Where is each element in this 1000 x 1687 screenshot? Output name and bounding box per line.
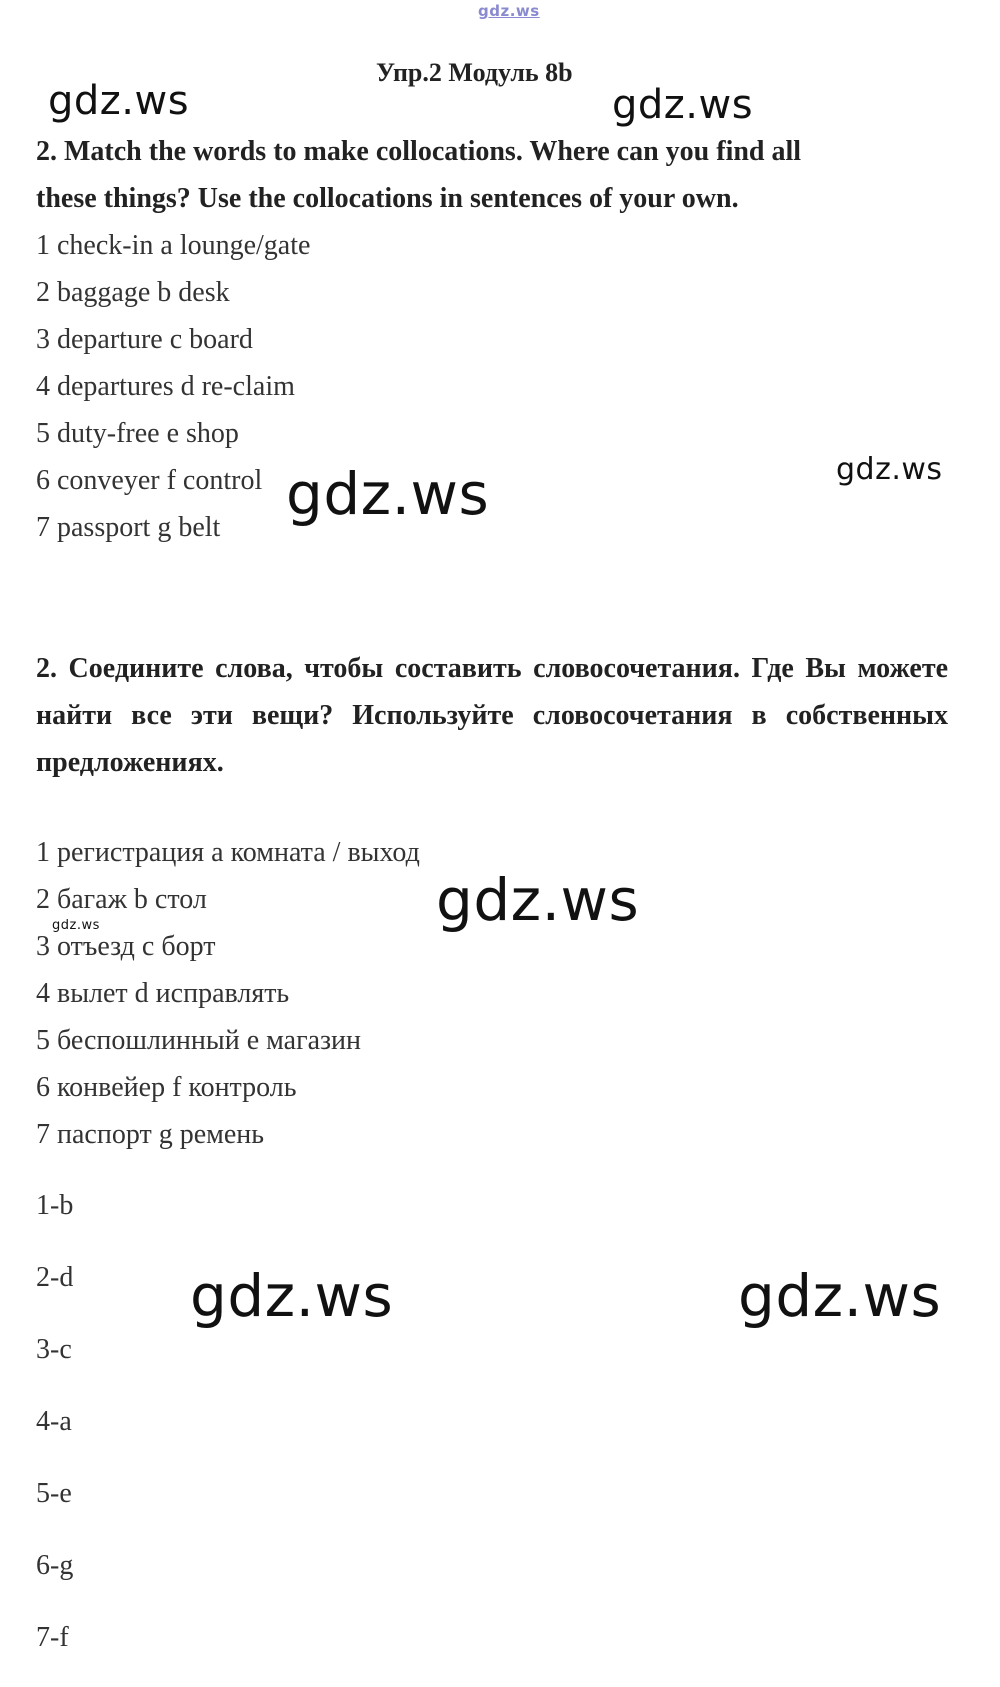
list-item: 6 conveyer f control [36,465,263,496]
page-title: Упр.2 Модуль 8b [376,58,573,87]
answer-item: 2-d [36,1262,74,1293]
answer-item: 1-b [36,1190,74,1221]
watermark: gdz.ws [436,866,640,934]
list-item: 3 departure c board [36,324,253,355]
list-item: 1 check-in a lounge/gate [36,230,311,261]
answer-item: 3-c [36,1334,72,1365]
watermark: gdz.ws [612,82,754,128]
watermark-small: gdz.ws [52,918,100,933]
answer-item: 6-g [36,1550,74,1581]
list-item: 7 паспорт g ремень [36,1119,265,1150]
answer-item: 7-f [36,1622,69,1653]
watermark: gdz.ws [738,1262,942,1330]
task-heading-russian: 2. Соедините слова, чтобы составить словосочетания. Где Вы можете найти все эти вещи? Используйте словосочетания в собственных предложениях. [36,653,948,778]
list-item: 2 багаж b стол [36,884,207,915]
list-item: 5 беспошлинный е магазин [36,1025,362,1056]
list-item: 3 отъезд с борт [36,931,216,962]
watermark: gdz.ws [48,78,190,124]
watermark: gdz.ws [190,1262,394,1330]
list-item: 7 passport g belt [36,512,221,543]
list-item: 2 baggage b desk [36,277,230,308]
list-item: 6 конвейер f контроль [36,1072,297,1103]
list-item: 4 вылет d исправлять [36,978,290,1009]
answer-item: 4-a [36,1406,72,1437]
list-item: 4 departures d re-claim [36,371,295,402]
watermark: gdz.ws [286,460,490,528]
list-item: 1 регистрация а комната / выход [36,837,420,868]
list-item: 5 duty-free e shop [36,418,239,449]
task-heading-line: 2. Match the words to make collocations. Where can you find all [36,136,802,167]
answer-item: 5-e [36,1478,72,1509]
watermark-top[interactable]: gdz.ws [478,2,540,20]
task-heading-line: these things? Use the collocations in sentences of your own. [36,183,739,214]
watermark: gdz.ws [836,452,943,487]
